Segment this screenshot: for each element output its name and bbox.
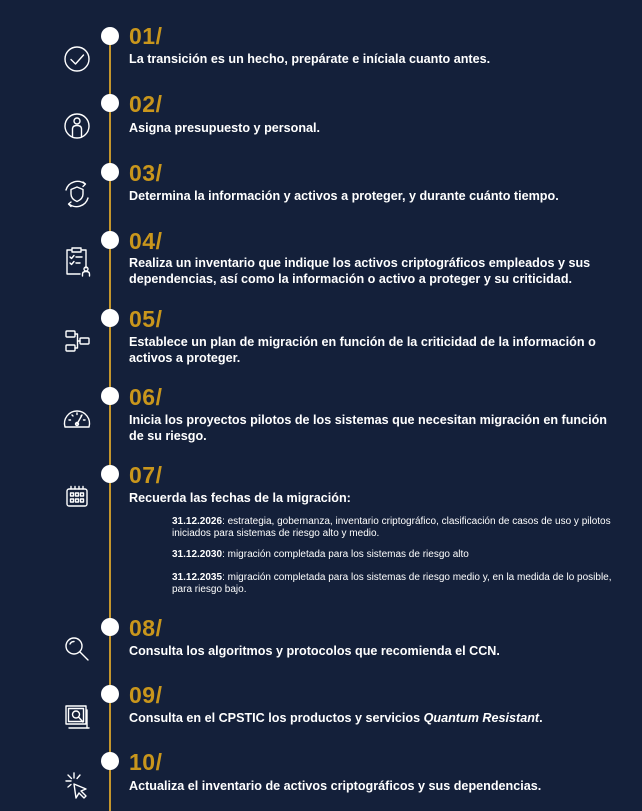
step-number: 02/ [129, 91, 163, 117]
timeline-dot [101, 387, 119, 405]
step-text: Establece un plan de migración en función de la criticidad de la información o activos a proteger. [129, 335, 596, 365]
gauge-icon [60, 402, 94, 436]
step-number: 03/ [129, 160, 163, 186]
step-text: Consulta los algoritmos y protocolos que recomienda el CCN. [129, 644, 500, 658]
flowchart-icon [60, 324, 94, 358]
timeline-dot [101, 685, 119, 703]
magnifier-icon [60, 632, 94, 666]
clipboard-checklist-icon [60, 244, 94, 278]
timeline-dot [101, 27, 119, 45]
step-text [129, 710, 609, 726]
timeline-dot [101, 465, 119, 483]
step-text: Asigna presupuesto y personal. [129, 121, 321, 135]
check-circle-icon [60, 42, 94, 76]
person-icon [60, 109, 94, 143]
step-number: 01/ [129, 23, 163, 49]
timeline-dot [101, 231, 119, 249]
migration-date-desc: : estrategia, gobernanza, inventario criptográfico, clasificación de casos de uso y pilotos iniciados para sistemas de riesgo alto y medio. [172, 516, 611, 539]
step-number: 04/ [129, 228, 163, 254]
migration-date-desc: : migración completada para los sistemas de riesgo medio y, en la medida de lo posible, para riesgo bajo. [172, 572, 612, 595]
step-text: La transición es un hecho, prepárate e iníciala cuanto antes. [129, 52, 491, 66]
timeline-dot [101, 94, 119, 112]
step-text: Determina la información y activos a proteger, y durante cuánto tiempo. [129, 189, 559, 203]
timeline-dot [101, 752, 119, 770]
step-number: 10/ [129, 749, 163, 775]
step-text: Realiza un inventario que indique los activos criptográficos empleados y sus dependencias, así como la información o activo a proteger y su criticidad. [129, 256, 591, 286]
migration-date: 31.12.2030 [172, 549, 223, 560]
step-text-emphasis: Quantum Resistant [423, 711, 540, 725]
migration-date-item [172, 516, 612, 540]
step-number: 08/ [129, 615, 163, 641]
step-number: 05/ [129, 306, 163, 332]
timeline-dot [101, 309, 119, 327]
timeline-dot [101, 618, 119, 636]
timeline-dot [101, 163, 119, 181]
migration-date: 31.12.2035 [172, 572, 223, 583]
calendar-icon [60, 480, 94, 514]
shield-refresh-icon [60, 177, 94, 211]
step-text: Inicia los proyectos pilotos de los sistemas que necesitan migración en función de su riesgo. [129, 413, 607, 443]
step-text: Recuerda las fechas de la migración: [129, 491, 351, 505]
migration-date-item [172, 549, 612, 561]
cursor-click-icon [60, 768, 94, 802]
step-number: 06/ [129, 384, 163, 410]
step-text: Actualiza el inventario de activos criptográficos y sus dependencias. [129, 779, 542, 793]
migration-date-desc: : migración completada para los sistemas de riesgo alto [222, 549, 469, 560]
step-number: 07/ [129, 462, 163, 488]
step-number: 09/ [129, 682, 163, 708]
step-text-prefix: Consulta en el CPSTIC los productos y servicios [129, 711, 424, 725]
migration-date: 31.12.2026 [172, 516, 223, 527]
migration-date-item [172, 572, 612, 596]
certificate-search-icon [60, 700, 94, 734]
step-text-suffix: . [539, 711, 543, 725]
